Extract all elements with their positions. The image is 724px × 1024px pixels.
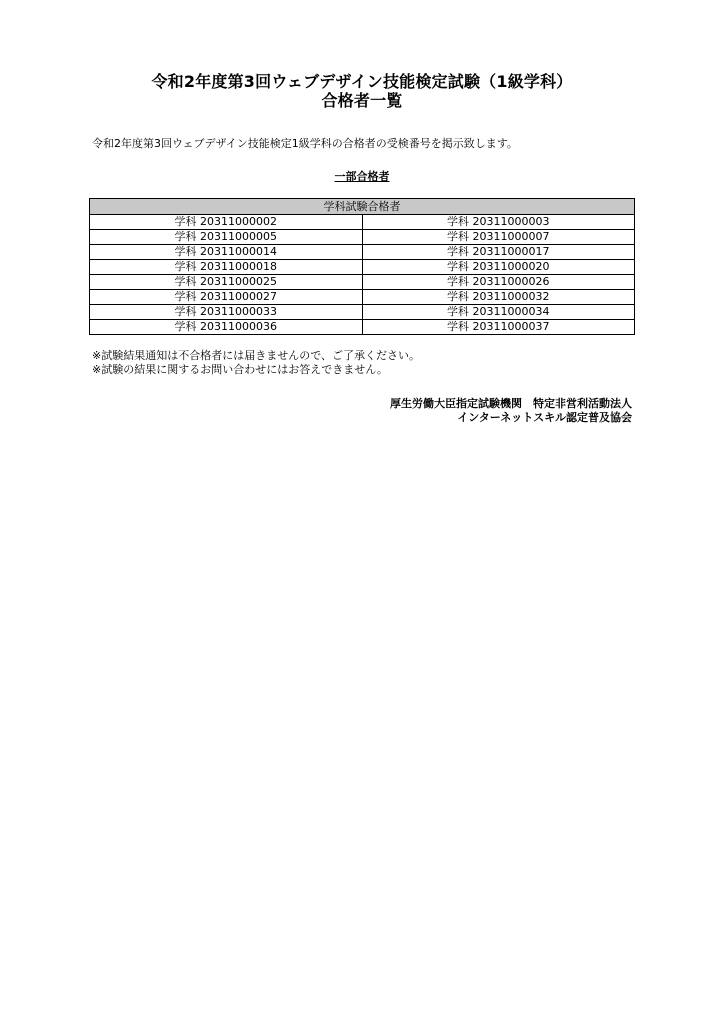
table-cell: 学科 20311000017 bbox=[362, 245, 635, 260]
table-cell: 学科 20311000032 bbox=[362, 290, 635, 305]
table-row bbox=[90, 215, 635, 230]
note-item: ※試験の結果に関するお問い合わせにはお答えできません。 bbox=[92, 363, 388, 376]
table-cell: 学科 20311000020 bbox=[362, 260, 635, 275]
table-header: 学科試験合格者 bbox=[90, 199, 635, 215]
issuer-line: インターネットスキル認定普及協会 bbox=[457, 411, 632, 424]
document-subtitle: 合格者一覧 bbox=[321, 91, 403, 110]
table-header-row bbox=[90, 199, 635, 215]
table-cell: 学科 20311000027 bbox=[90, 290, 363, 305]
notes bbox=[92, 349, 420, 377]
table-row bbox=[90, 290, 635, 305]
note-item: ※試験結果通知は不合格者には届きませんので、ご了承ください。 bbox=[92, 349, 420, 362]
table-row bbox=[90, 245, 635, 260]
table-cell: 学科 20311000034 bbox=[362, 305, 635, 320]
table-row bbox=[90, 275, 635, 290]
table-cell: 学科 20311000036 bbox=[90, 320, 363, 335]
table-row bbox=[90, 230, 635, 245]
table-cell: 学科 20311000014 bbox=[90, 245, 363, 260]
results-table bbox=[89, 198, 635, 335]
issuer-block bbox=[390, 397, 632, 425]
table-cell: 学科 20311000026 bbox=[362, 275, 635, 290]
table-cell: 学科 20311000033 bbox=[90, 305, 363, 320]
table-cell: 学科 20311000025 bbox=[90, 275, 363, 290]
section-heading: 一部合格者 bbox=[334, 170, 390, 183]
table-cell: 学科 20311000037 bbox=[362, 320, 635, 335]
table-row bbox=[90, 320, 635, 335]
issuer-line: 厚生労働大臣指定試験機関 特定非営利活動法人 bbox=[390, 397, 632, 410]
table-row bbox=[90, 260, 635, 275]
table-cell: 学科 20311000002 bbox=[90, 215, 363, 230]
document-title: 令和2年度第3回ウェブデザイン技能検定試験（1級学科） bbox=[151, 72, 573, 91]
table-row bbox=[90, 305, 635, 320]
intro-text: 令和2年度第3回ウェブデザイン技能検定1級学科の合格者の受検番号を掲示致します。 bbox=[92, 137, 518, 150]
table-cell: 学科 20311000018 bbox=[90, 260, 363, 275]
table-cell: 学科 20311000005 bbox=[90, 230, 363, 245]
table-cell: 学科 20311000007 bbox=[362, 230, 635, 245]
table-cell: 学科 20311000003 bbox=[362, 215, 635, 230]
